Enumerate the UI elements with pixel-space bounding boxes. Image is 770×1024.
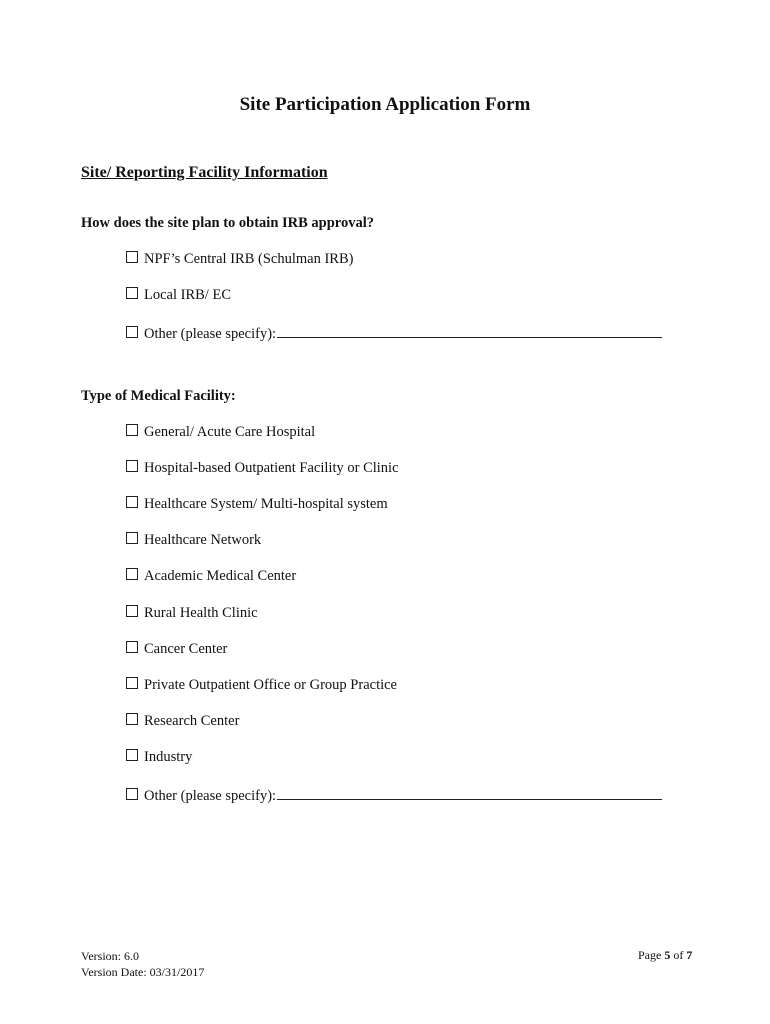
irb-question: How does the site plan to obtain IRB approval?: [81, 215, 374, 231]
checkbox[interactable]: [126, 326, 138, 338]
page-current: 5: [664, 948, 671, 962]
option-label: General/ Acute Care Hospital: [144, 424, 316, 440]
irb-other-specify-field[interactable]: [277, 323, 662, 338]
form-title: Site Participation Application Form: [239, 94, 531, 115]
facility-other-specify-field[interactable]: [277, 785, 662, 800]
page-total: 7: [686, 948, 693, 962]
checkbox[interactable]: [126, 605, 138, 617]
option-label: Industry: [144, 749, 193, 765]
checkbox[interactable]: [126, 424, 138, 436]
checkbox[interactable]: [126, 749, 138, 761]
version-number: Version: 6.0: [81, 949, 139, 963]
checkbox[interactable]: [126, 496, 138, 508]
checkbox[interactable]: [126, 677, 138, 689]
facility-option-private-outpatient[interactable]: [126, 677, 397, 694]
option-label: Academic Medical Center: [144, 568, 297, 584]
option-label: Other (please specify):: [144, 326, 277, 342]
facility-option-research-center[interactable]: [126, 713, 239, 730]
checkbox[interactable]: [126, 568, 138, 580]
option-label: Cancer Center: [144, 641, 228, 657]
facility-question: Type of Medical Facility:: [81, 388, 236, 404]
facility-option-healthcare-system[interactable]: [126, 496, 388, 513]
facility-option-hospital-outpatient[interactable]: [126, 460, 399, 477]
checkbox[interactable]: [126, 641, 138, 653]
option-label: Research Center: [144, 713, 240, 729]
option-label: Hospital-based Outpatient Facility or Clinic: [144, 460, 399, 476]
checkbox[interactable]: [126, 251, 138, 263]
checkbox[interactable]: [126, 788, 138, 800]
option-label: NPF’s Central IRB (Schulman IRB): [144, 251, 354, 267]
option-label: Private Outpatient Office or Group Practice: [144, 677, 397, 693]
checkbox[interactable]: [126, 287, 138, 299]
facility-option-cancer-center[interactable]: [126, 641, 227, 658]
irb-option-other[interactable]: [126, 323, 662, 343]
checkbox[interactable]: [126, 713, 138, 725]
facility-option-healthcare-network[interactable]: [126, 532, 261, 549]
option-label: Rural Health Clinic: [144, 605, 258, 621]
facility-option-rural-health-clinic[interactable]: [126, 605, 258, 622]
option-label: Local IRB/ EC: [144, 287, 231, 303]
facility-option-academic-medical-center[interactable]: [126, 568, 296, 585]
version-info: [81, 948, 204, 980]
page-prefix: Page: [638, 948, 662, 962]
facility-option-general-hospital[interactable]: [126, 424, 315, 441]
version-date: Version Date: 03/31/2017: [81, 965, 205, 979]
option-label: Other (please specify):: [144, 788, 277, 804]
section-heading: Site/ Reporting Facility Information: [81, 164, 328, 181]
facility-option-other[interactable]: [126, 785, 662, 805]
irb-option-local[interactable]: [126, 287, 231, 304]
page-of: of: [673, 948, 684, 962]
option-label: Healthcare System/ Multi-hospital system: [144, 496, 388, 512]
facility-option-industry[interactable]: [126, 749, 192, 766]
checkbox[interactable]: [126, 532, 138, 544]
option-label: Healthcare Network: [144, 532, 262, 548]
page-number: [638, 948, 692, 963]
checkbox[interactable]: [126, 460, 138, 472]
irb-option-central[interactable]: [126, 251, 353, 268]
